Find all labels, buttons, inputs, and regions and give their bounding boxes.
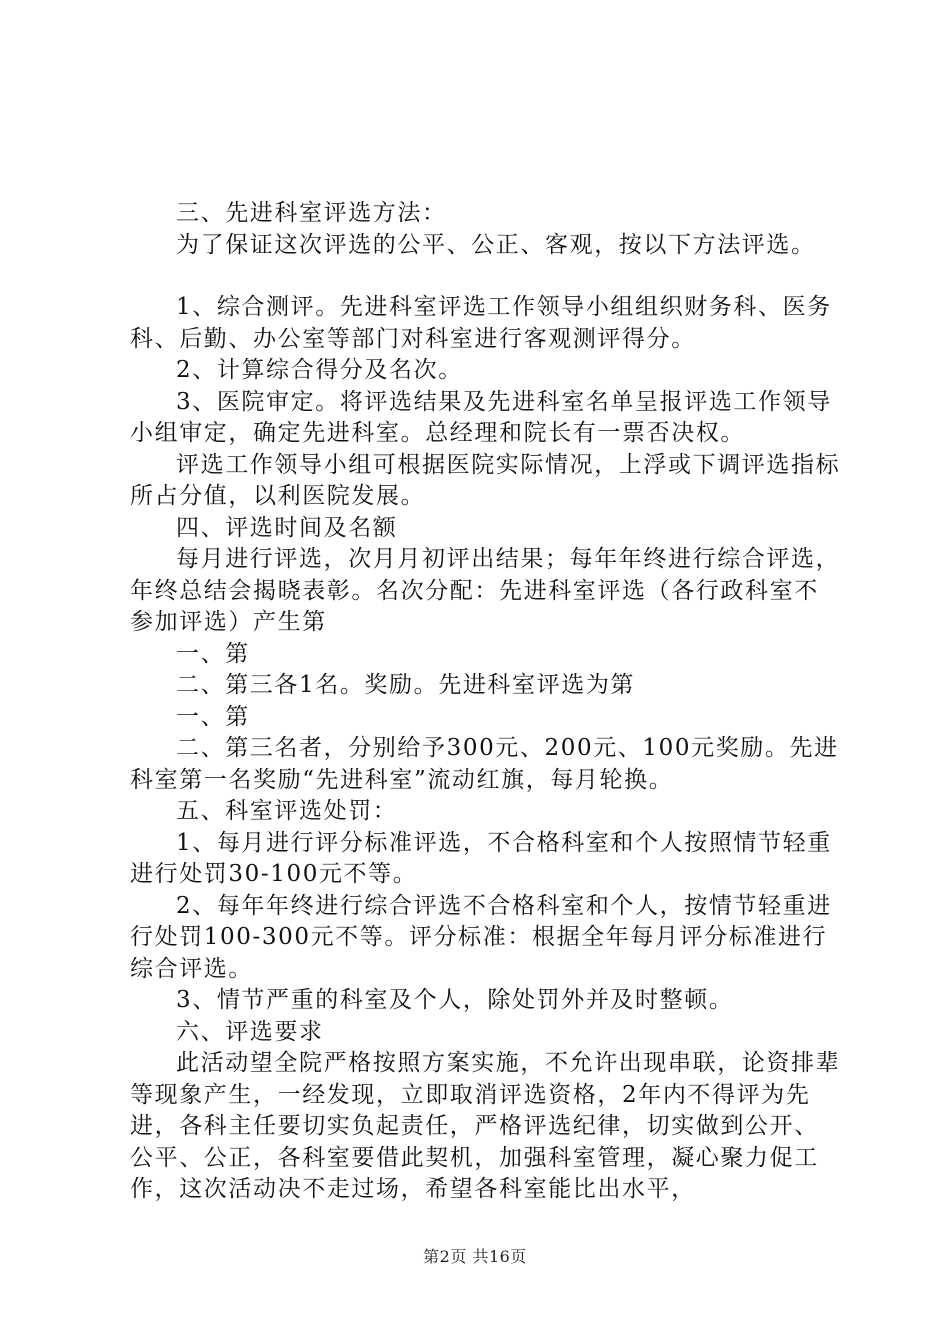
paragraph: 二、第三各1名。奖励。先进科室评选为第 xyxy=(176,672,636,698)
paragraph: 3、医院审定。将评选结果及先进科室名单呈报评选工作领导小组审定，确定先进科室。总经理和院长有一票否决权。 xyxy=(130,388,832,446)
paragraph: 为了保证这次评选的公平、公正、客观，按以下方法评选。 xyxy=(176,231,816,258)
section-heading-5: 五、科室评选处罚： xyxy=(176,798,398,824)
paragraph: 3、情节严重的科室及个人，除处罚外并及时整顿。 xyxy=(176,987,734,1013)
page-number-footer: 第2页 共16页 xyxy=(423,1247,527,1266)
document-body xyxy=(130,198,842,1206)
paragraph: 1、每月进行评分标准评选，不合格科室和个人按照情节轻重进行处罚30-100元不等。 xyxy=(130,829,832,887)
paragraph: 二、第三名者，分别给予300元、200元、100元奖励。先进科室第一名奖励“先进科室”流动红旗，每月轮换。 xyxy=(130,735,839,793)
paragraph: 一、第 xyxy=(176,640,250,667)
paragraph: 一、第 xyxy=(176,703,250,730)
section-heading-3: 三、先进科室评选方法： xyxy=(176,200,447,226)
paragraph: 每月进行评选，次月月初评出结果；每年年终进行综合评选，年终总结会揭晓表彰。名次分配：先进科室评选（各行政科室不参加评选）产生第 xyxy=(130,546,841,635)
paragraph: 1、综合测评。先进科室评选工作领导小组组织财务科、医务科、后勤、办公室等部门对科室进行客观测评得分。 xyxy=(130,294,832,352)
section-heading-4: 四、评选时间及名额 xyxy=(176,514,398,541)
paragraph: 2、计算综合得分及名次。 xyxy=(176,357,463,383)
paragraph: 评选工作领导小组可根据医院实际情况，上浮或下调评选指标所占分值，以利医院发展。 xyxy=(130,451,841,509)
paragraph: 此活动望全院严格按照方案实施，不允许出现串联，论资排辈等现象产生，一经发现，立即取消评选资格，2年内不得评为先进，各科主任要切实负起责任，严格评选纪律，切实做到公开、公平、公正，各科室要借此契机，加强科室管理，凝心聚力促工作，这次活动决不走过场，希望各科室能比出水平， xyxy=(130,1050,841,1202)
paragraph: 2、每年年终进行综合评选不合格科室和个人，按情节轻重进行处罚100-300元不等。评分标准：根据全年每月评分标准进行综合评选。 xyxy=(130,892,832,982)
section-heading-6: 六、评选要求 xyxy=(176,1018,324,1045)
